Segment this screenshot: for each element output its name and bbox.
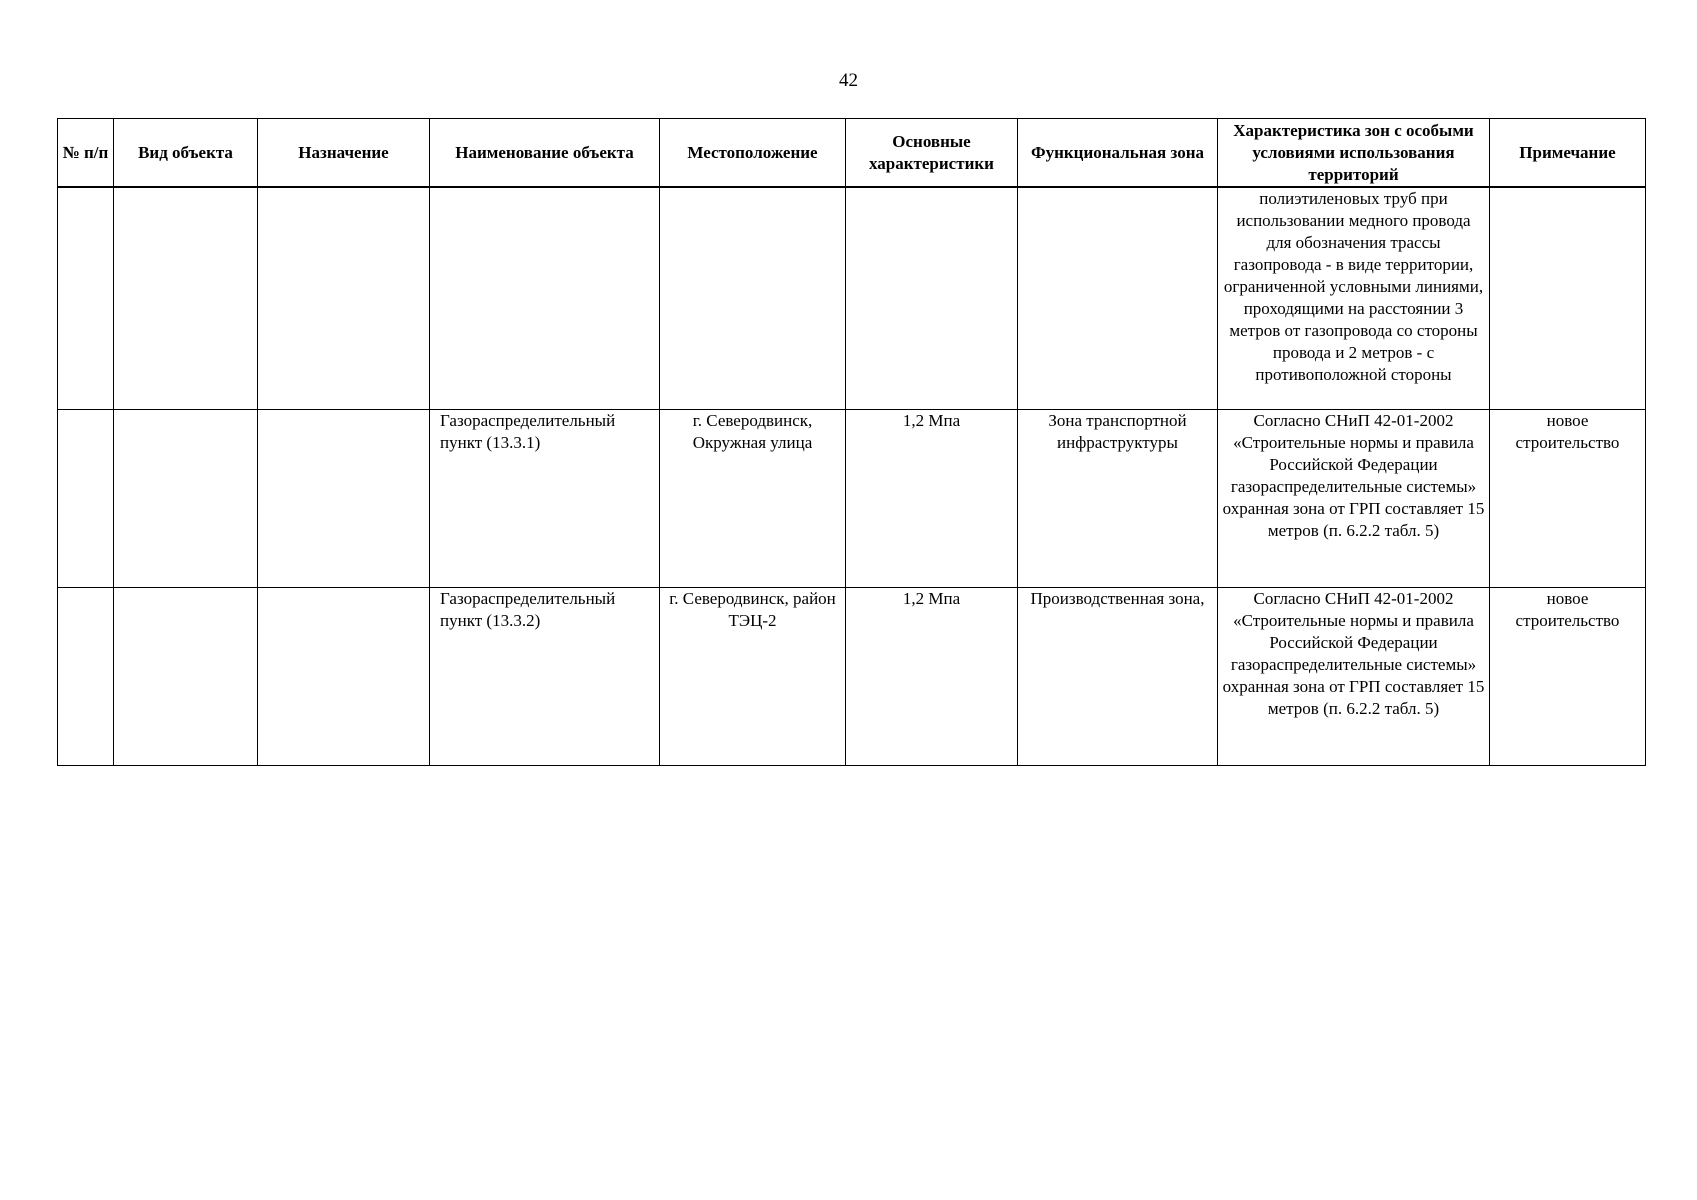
- cell-special-zone: Согласно СНиП 42-01-2002 «Строительные нормы и правила Российской Федерации газораспределительные системы» охранная зона от ГРП составляет 15 метров (п. 6.2.2 табл. 5): [1218, 410, 1490, 588]
- cell-functional-zone: Производственная зона,: [1018, 588, 1218, 766]
- header-purpose: Назначение: [258, 119, 430, 188]
- header-number: № п/п: [58, 119, 114, 188]
- cell-functional-zone: [1018, 187, 1218, 410]
- header-special-zone: Характеристика зон с особыми условиями использования территорий: [1218, 119, 1490, 188]
- cell-characteristics: 1,2 Мпа: [846, 588, 1018, 766]
- cell-number: [58, 187, 114, 410]
- table-row: [58, 187, 1646, 410]
- cell-purpose: [258, 588, 430, 766]
- table-row: [58, 410, 1646, 588]
- cell-functional-zone: Зона транспортной инфраструктуры: [1018, 410, 1218, 588]
- header-location: Местоположение: [660, 119, 846, 188]
- cell-characteristics: [846, 187, 1018, 410]
- cell-object-name: [430, 187, 660, 410]
- header-object-kind: Вид объекта: [114, 119, 258, 188]
- cell-special-zone: Согласно СНиП 42-01-2002 «Строительные нормы и правила Российской Федерации газораспределительные системы» охранная зона от ГРП составляет 15 метров (п. 6.2.2 табл. 5): [1218, 588, 1490, 766]
- cell-purpose: [258, 187, 430, 410]
- table-header-row: [58, 119, 1646, 188]
- cell-note: новое строительство: [1490, 410, 1646, 588]
- cell-location: г. Северодвинск, район ТЭЦ-2: [660, 588, 846, 766]
- cell-object-kind: [114, 588, 258, 766]
- cell-location: [660, 187, 846, 410]
- cell-object-kind: [114, 187, 258, 410]
- table-row: [58, 588, 1646, 766]
- cell-number: [58, 588, 114, 766]
- cell-note: [1490, 187, 1646, 410]
- cell-location: г. Северодвинск, Окружная улица: [660, 410, 846, 588]
- header-functional-zone: Функциональная зона: [1018, 119, 1218, 188]
- header-object-name: Наименование объекта: [430, 119, 660, 188]
- header-characteristics: Основные характеристики: [846, 119, 1018, 188]
- cell-special-zone: полиэтиленовых труб при использовании медного провода для обозначения трассы газопровода - в виде территории, ограниченной условными линиями, проходящими на расстоянии 3 метров от газопровода со стороны провода и 2 метров - с противоположной стороны: [1218, 187, 1490, 410]
- cell-characteristics: 1,2 Мпа: [846, 410, 1018, 588]
- header-note: Примечание: [1490, 119, 1646, 188]
- page-number: 42: [839, 70, 858, 91]
- cell-note: новое строительство: [1490, 588, 1646, 766]
- cell-object-name: Газораспределительный пункт (13.3.1): [430, 410, 660, 588]
- cell-object-kind: [114, 410, 258, 588]
- objects-table: [57, 118, 1646, 766]
- cell-number: [58, 410, 114, 588]
- cell-purpose: [258, 410, 430, 588]
- cell-object-name: Газораспределительный пункт (13.3.2): [430, 588, 660, 766]
